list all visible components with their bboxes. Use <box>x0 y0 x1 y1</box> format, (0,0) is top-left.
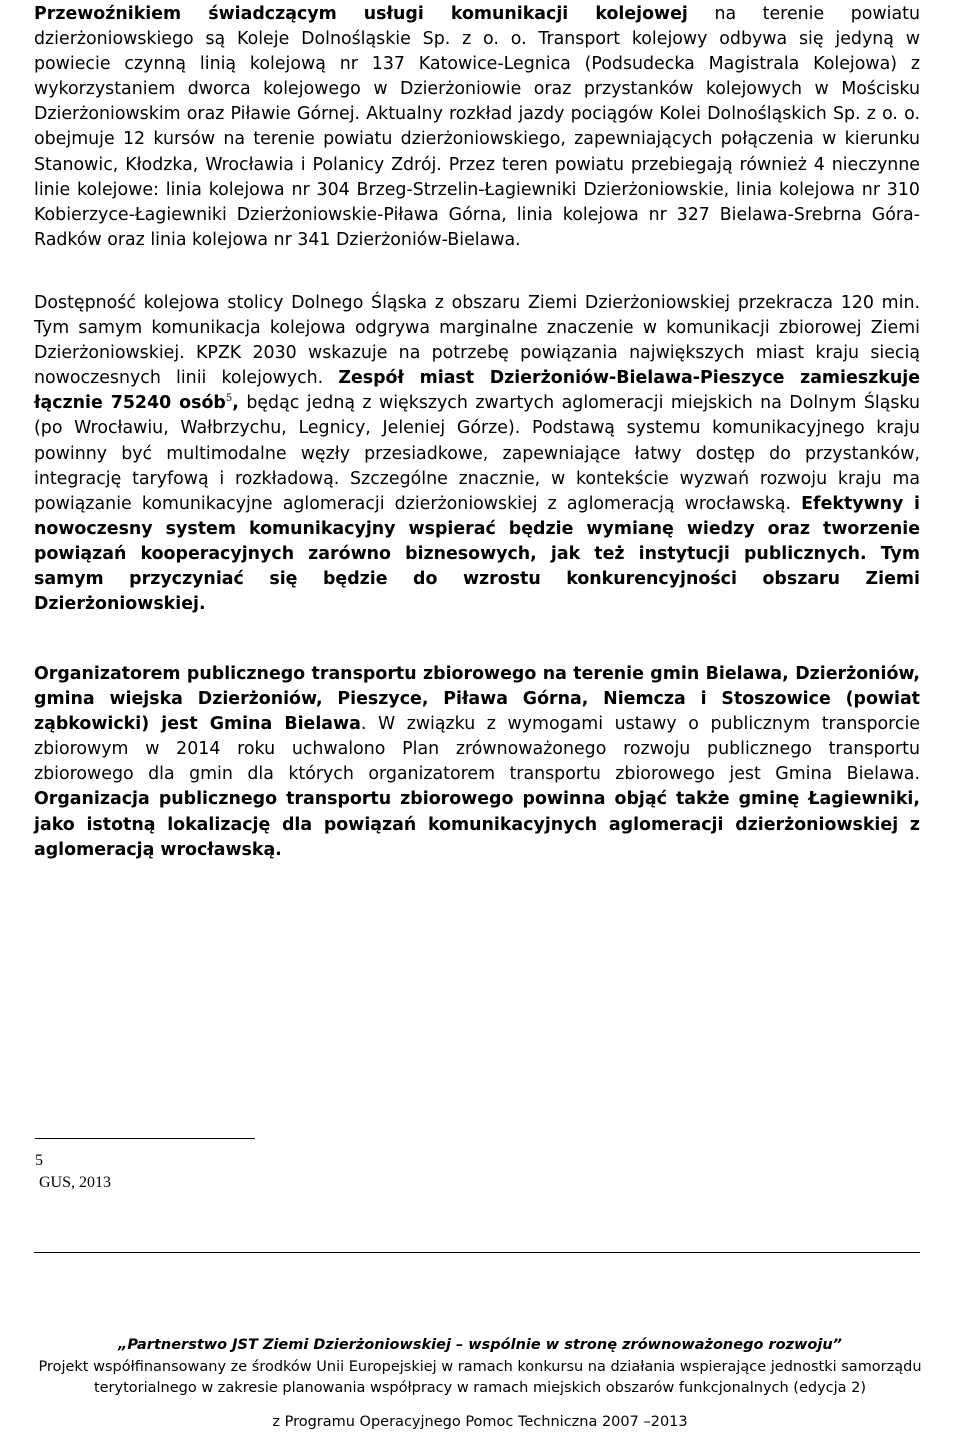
footnote-reference[interactable]: 5 <box>225 393 233 405</box>
bold-lead: Przewoźnikiem świadczącym usługi komunikacji kolejowej <box>34 4 688 24</box>
bold-highlight: Efektywny i nowoczesny system komunikacyjny wspierać będzie wymianę wiedzy oraz tworzenie powiązań kooperacyjnych zarówno biznesowych, jak też instytucji publicznych. Tym samym przyczyniać się będzie do wzrostu konkurencyjności obszaru Ziemi Dzierżoniowskiej. <box>34 493 920 615</box>
footnote-number: 5 <box>35 1152 43 1169</box>
paragraph-transport-organizer <box>34 662 920 863</box>
bold-highlight: Organizacja publicznego transportu zbiorowego powinna objąć także gminę Łagiewniki, jako istotną lokalizację dla powiązań komunikacyjnych aglomeracji dzierżoniowskiej z aglomeracją wrocławską. <box>34 789 920 860</box>
paragraph-text: Dostępność kolejowa stolicy Dolnego Śląska z obszaru Ziemi Dzierżoniowskiej przekracza 120 min. Tym samym komunikacja kolejowa odgrywa marginalne znaczenie w komunikacji zbiorowej Ziemi Dzierżoniowskiej. KPZK 2030 wskazuje na potrzebę powiązania największych miast kraju siecią nowoczesnych linii kolejowych. <box>34 293 920 389</box>
bold-highlight: Zespół miast Dzierżoniów-Bielawa-Pieszyce zamieszkuje łącznie 75240 osób <box>34 368 920 414</box>
footer-line-2: terytorialnego w zakresie planowania współpracy w ramach miejskich obszarów funkcjonalnych (edycja 2) <box>93 1380 867 1396</box>
footer-separator <box>34 1252 920 1253</box>
paragraph-rail-accessibility <box>34 291 920 617</box>
footer-line-3: z Programu Operacyjnego Pomoc Techniczna 2007 –2013 <box>272 1414 688 1430</box>
paragraph-rail-transport <box>34 2 920 253</box>
bold-lead: Organizatorem publicznego transportu zbiorowego na terenie gmin Bielawa, Dzierżoniów, gmina wiejska Dzierżoniów, Pieszyce, Piława Górna, Niemcza i Stoszowice (powiat ząbkowicki) jest Gmina Bielawa <box>34 664 920 735</box>
paragraph-text: będąc jedną z większych zwartych aglomeracji miejskich na Dolnym Śląsku (po Wrocławiu, Wałbrzychu, Legnicy, Jeleniej Górze). Podstawą systemu komunikacyjnego kraju powinny być multimodalne węzły przesiadkowe, zapewniające łatwy dostęp do przystanków, integrację taryfową i rozkładową. Szczególne znacznie, w kontekście wyzwań rozwoju kraju ma powiązanie komunikacyjne aglomeracji dzierżoniowskiej z aglomeracją wrocławską. <box>34 393 921 514</box>
bold-comma: , <box>232 393 239 414</box>
footnote-separator <box>35 1138 255 1139</box>
footer-line-1: Projekt współfinansowany ze środków Unii Europejskiej w ramach konkursu na działania wspierające jednostki samorządu <box>38 1359 922 1375</box>
paragraph-text: na terenie powiatu dzierżoniowskiego są Koleje Dolnośląskie Sp. z o. o. Transport kolejowy odbywa się jedyną w powiecie czynną linią kolejową nr 137 Katowice-Legnica (Podsudecka Magistrala Kolejowa) z wykorzystaniem dworca kolejowego w Dzierżoniowie oraz przystanków kolejowych w Mościsku Dzierżoniowskim oraz Piławie Górnej. Aktualny rozkład jazdy pociągów Kolei Dolnośląskich Sp. z o. o. obejmuje 12 kursów na terenie powiatu dzierżoniowskiego, zapewniających połączenia w kierunku Stanowic, Kłodzka, Wrocławia i Polanicy Zdrój. Przez teren powiatu przebiegają również 4 nieczynne linie kolejowe: linia kolejowa nr 304 Brzeg-Strzelin-Łagiewniki Dzierżoniowskie, linia kolejowa nr 310 Kobierzyce-Łagiewniki Dzierżoniowskie-Piława Górna, linia kolejowa nr 327 Bielawa-Srebrna Góra-Radków oraz linia kolejowa nr 341 Dzierżoniów-Bielawa. <box>34 4 920 250</box>
paragraph-text: . W związku z wymogami ustawy o publicznym transporcie zbiorowym w 2014 roku uchwalono Plan zrównoważonego rozwoju publicznego transportu zbiorowego dla gmin dla których organizatorem transportu zbiorowego jest Gmina Bielawa. <box>34 714 920 785</box>
footnote-text: GUS, 2013 <box>39 1174 112 1191</box>
footer-motto: „Partnerstwo JST Ziemi Dzierżoniowskiej – wspólnie w stronę zrównoważonego rozwoju” <box>117 1337 843 1353</box>
